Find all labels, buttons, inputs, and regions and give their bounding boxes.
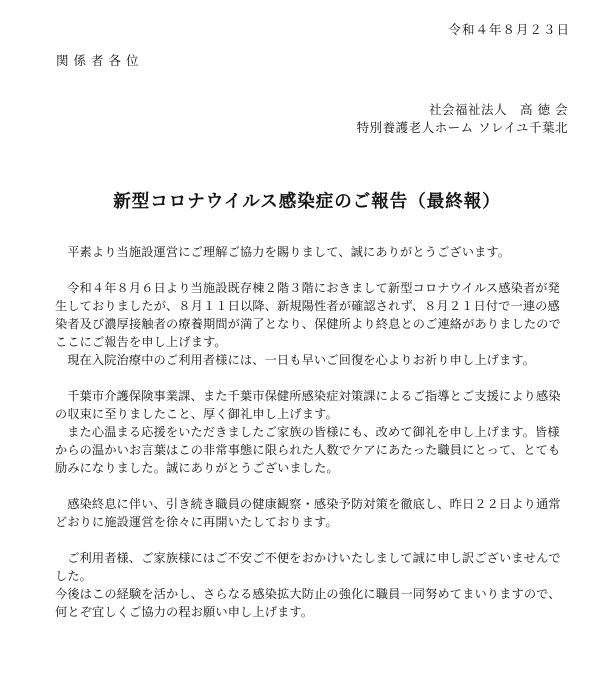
sender-facility: 特別養護老人ホーム ソレイユ千葉北 <box>356 120 568 135</box>
paragraph-spacer <box>55 531 565 549</box>
sender-block <box>357 101 568 137</box>
sender-organization: 社会福祉法人 高 徳 会 <box>429 102 568 117</box>
paragraph-closing: 今後はこの経験を活かし、さらなる感染拡大防止の強化に職員一同努めてまいりますので、何とぞ宜しくご協力の程お願い申し上げます。 <box>55 587 561 619</box>
paragraph-spacer <box>55 369 565 387</box>
document-title: 新型コロナウイルス感染症のご報告（最終報） <box>113 192 501 212</box>
document-date: 令和４年８月２３日 <box>448 22 570 37</box>
paragraph-thanks-city: 千葉市介護保険事業課、また千葉市保健所感染症対策課によるご指導とご支援により感染の収束に至りましたこと、厚く御礼申し上げます。 <box>55 389 561 421</box>
document-body <box>55 243 565 621</box>
paragraph-greeting: 平素より当施設運営にご理解ご協力を賜りまして、誠にありがとうございます。 <box>67 245 511 259</box>
paragraph-recovery-wishes: 現在入院治療中のご利用者様には、一日も早いご回復を心よりお祈り申し上げます。 <box>67 353 536 367</box>
paragraph-spacer <box>55 477 565 495</box>
paragraph-resumption: 感染終息に伴い、引き続き職員の健康観察・感染予防対策を徹底し、昨日２２日より通常どおりに施設運営を徐々に再開いたしております。 <box>55 497 561 529</box>
paragraph-outbreak-report: 令和４年８月６日より当施設既存棟２階３階におきまして新型コロナウイルス感染者が発生しておりましたが、８月１１日以降、新規陽性者が確認されず、８月２１日付で一連の感染者及び濃厚接触者の療養期間が満了となり、保健所より終息とのご連絡がありましたのでここにご報告を申し上げます。 <box>55 281 561 349</box>
recipients-line: 関係者各位 <box>56 53 144 68</box>
paragraph-thanks-families: また心温まる応援をいただきましたご家族の皆様にも、改めて御礼を申し上げます。皆様からの温かいお言葉はこの非常事態に限られた人数でケアにあたった職員にとって、とても励みになりました。誠にありがとうございました。 <box>55 425 561 475</box>
paragraph-spacer <box>55 261 565 279</box>
paragraph-apology: ご利用者様、ご家族様にはご不安ご不便をおかけいたしまして誠に申し訳ございませんでした。 <box>55 551 561 583</box>
